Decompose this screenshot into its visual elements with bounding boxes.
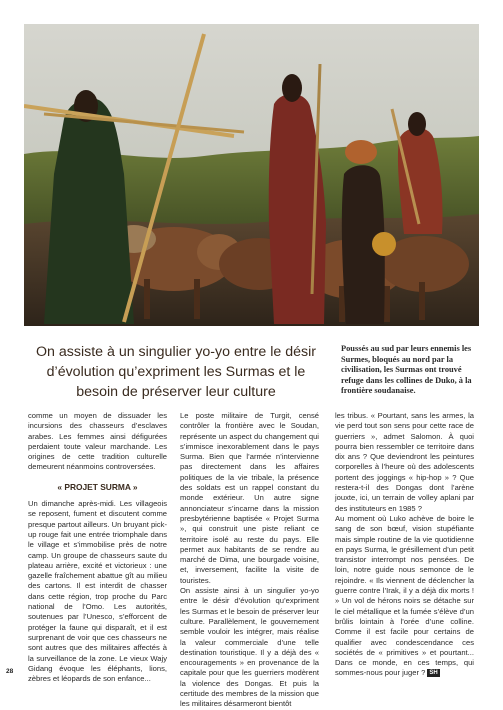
section-subhead: « PROJET SURMA »: [57, 481, 138, 492]
column-3-paragraph-2: [335, 514, 474, 679]
column-1-paragraph-1: comme un moyen de dissuader les incursions des chasseurs d’esclaves arabes. Les femmes ainsi défigurées perdaient toute valeur marchande. Les origines de cette tradition culturelle demeurent néanmoins controversées.: [28, 411, 167, 472]
pull-quote-headline: On assiste à un singulier yo-yo entre le désir d’évolution qu’expriment les Surmas et le besoin de préserver leur culture: [36, 344, 316, 400]
photo-caption: Poussés au sud par leurs ennemis les Surmes, bloqués au nord par la civilisation, les Surmas ont trouvé refuge dans les collines de Duko, à la frontière soudanaise.: [341, 344, 472, 396]
column-3-paragraph-2-text: Au moment où Luko achève de boire le sang de son bœuf, vision stupéfiante mais simple routine de la vie quotidienne en pays Surma, le grésillement d’un petit transistor interrompt nos pensées. De loin, notre guide nous semonce de le rejoindre. « Ils viennent de déclencher la guerre contre l’Irak, il y a déjà dix morts ! » Un vol de hérons noirs se détache sur le ciel métallique et la fumée s’élève d’un brûlis lointain à l’orée d’une colline. Comme il est facile pour certains de qualifier avec condescendance ces sociétés de « primitives » et pourtant... Dans ce monde, en ces temps, qui sommes-nous pour juger ?: [335, 513, 474, 678]
column-2-paragraph-1: Le poste militaire de Turgit, censé contrôler la frontière avec le Soudan, représente un aspect du changement qui s’immisce inexorablement dans le pays Surma. Bien que l’armée n’intervienne pas directement dans les affaires politiques de la vie tribale, la présence des soldats est un rappel constant du monde extérieur. Un autre signe annonciateur s’incarne dans la mission presbytérienne baptisée « Projet Surma », qui construit une piste reliant ce territoire isolé au reste du pays. Elle permet aux habitants de se rendre au marché de Dima, une bourgade voisine, et, inversement, facilite la visite de touristes.: [180, 411, 319, 585]
end-of-article-mark: SH: [429, 670, 438, 677]
photo-surma-herders: [24, 24, 479, 326]
column-3-paragraph-1: les tribus. « Pourtant, sans les armes, la vie perd tout son sens pour cette race de guerriers », admet Salomon. À quoi pourra bien ressembler ce territoire dans dix ans ? Que deviendront les peintures corporelles à l’heure où des adolescents portent des joggings « hip-hop » ? Que restera-t-il des Dongas dont l’arène jouxte, ici, un terrain de volley aplani par des instituteurs en 1985 ?: [335, 411, 474, 513]
column-2-paragraph-2: On assiste ainsi à un singulier yo-yo entre le désir d’évolution qu’expriment les Surmas et le besoin de préserver leur culture. Parallèlement, le gouvernement semble vouloir les intégrer, mais réalise la valeur commerciale d’une telle destination touristique. Il y a déjà des « encouragements » en provenance de la capitale pour que les guerriers modèrent la violence des Dongas. Et puis la certitude des membres de la mission que les militaires désarmeront bientôt: [180, 586, 319, 709]
page-number: 28: [6, 668, 14, 675]
article-column-1: [28, 411, 167, 684]
article-column-3: [335, 411, 474, 679]
column-1-paragraph-2: Un dimanche après-midi. Les villageois se reposent, fument et discutent comme presque partout ailleurs. Un bruyant pick-up rouge fait une entrée triomphale dans le village et s’immobilise près de notre camp. Un groupe de chasseurs saute du plateau arrière, excité et victorieux : une gazelle fraîchement abattue gît au milieu des cartons. Il est interdit de chasser dans cette région, trop proche du Parc national de l’Omo. Les autorités, soutenues par l’Unesco, s’efforcent de protéger la faune qui disparaît, et il est surprenant de voir que ces chasseurs ne sont autres que des militaires affectés à la surveillance de la zone. Le vieux Wajy Gidang évoque les éléphants, lions, zèbres et léopards de son enfance...: [28, 499, 167, 684]
photograph-icon: [24, 24, 479, 326]
article-column-2: [180, 411, 319, 710]
